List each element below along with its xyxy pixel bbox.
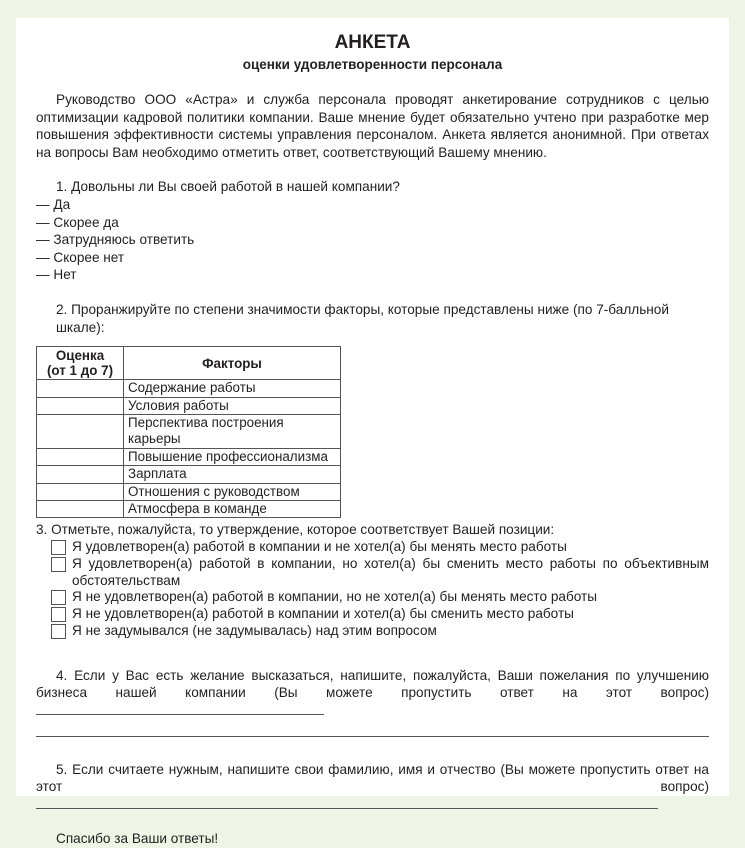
question-3-text: 3. Отметьте, пожалуйста, то утверждение, которое соответствует Вашей позиции:: [36, 522, 555, 538]
factors-table: [36, 346, 341, 518]
document-subtitle: оценки удовлетворенности персонала: [242, 57, 503, 72]
question-1: [36, 178, 709, 284]
q3-option-satisfied-stay: [36, 539, 709, 556]
score-cell[interactable]: [37, 483, 124, 500]
q4-answer-line-2[interactable]: [36, 724, 709, 737]
question-4: [36, 667, 709, 737]
q1-option-undecided[interactable]: — Затрудняюсь ответить: [36, 232, 195, 248]
factor-cell: Атмосфера в команде: [124, 500, 341, 517]
intro-paragraph: Руководство ООО «Астра» и служба персонала проводят анкетирование сотрудников с целью оптимизации кадровой политики компании. Ваше мнение будет обязательно учтено при разработке мер повышения эффективности системы управления персоналом. Анкета является анонимной. При ответах на вопросы Вам необходимо отметить ответ, соответствующий Вашему мнению.: [36, 92, 709, 160]
table-row: [37, 448, 341, 465]
factor-cell: Отношения с руководством: [124, 483, 341, 500]
q1-option-no[interactable]: — Нет: [36, 267, 77, 283]
score-cell[interactable]: [37, 448, 124, 465]
factor-cell: Перспектива построения карьеры: [124, 414, 341, 448]
score-header-line1: Оценка: [55, 348, 105, 364]
score-header-line2: (от 1 до 7): [46, 363, 114, 379]
factor-cell: Повышение профессионализма: [124, 448, 341, 465]
checkbox[interactable]: [51, 607, 66, 622]
checkbox[interactable]: [51, 557, 66, 572]
checkbox-label: Я не удовлетворен(а) работой в компании и хотел(а) бы сменить место работы: [72, 606, 574, 622]
table-row: [37, 483, 341, 500]
q3-option-satisfied-leave: [36, 556, 709, 590]
question-2-text: 2. Проранжируйте по степени значимости факторы, которые представлены ниже (по 7-балльной шкале):: [56, 301, 669, 335]
q4-answer-line[interactable]: [36, 702, 324, 715]
factor-cell: Содержание работы: [124, 380, 341, 397]
table-row: [37, 500, 341, 517]
q1-option-rather-yes[interactable]: — Скорее да: [36, 214, 119, 230]
q3-option-unsatisfied-leave: [36, 606, 709, 623]
document-title: АНКЕТА: [334, 32, 411, 53]
table-row: [37, 380, 341, 397]
question-5-block: [36, 761, 709, 814]
score-cell[interactable]: [37, 466, 124, 483]
checkbox[interactable]: [51, 540, 66, 555]
question-3: [36, 521, 709, 639]
q3-option-not-considered: [36, 623, 709, 640]
checkbox-label: Я удовлетворен(а) работой в компании, но хотел(а) бы сменить место работы по объективным обстоятельствам: [72, 555, 709, 588]
factor-column-header: Факторы: [124, 347, 341, 380]
checkbox[interactable]: [51, 624, 66, 639]
checkbox-label: Я удовлетворен(а) работой в компании и не хотел(а) бы менять место работы: [72, 538, 567, 554]
question-1-options: [36, 196, 709, 284]
score-cell[interactable]: [37, 380, 124, 397]
score-column-header: [37, 347, 124, 380]
checkbox-label: Я не задумывался (не задумывалась) над этим вопросом: [72, 622, 437, 638]
closing-text: Спасибо за Ваши ответы!: [56, 831, 219, 847]
question-4-block: [36, 667, 709, 720]
factor-cell: Условия работы: [124, 397, 341, 414]
table-row: [37, 414, 341, 448]
question-5: [36, 761, 709, 814]
q3-option-unsatisfied-stay: [36, 589, 709, 606]
factor-cell: Зарплата: [124, 466, 341, 483]
question-5-text: 5. Если считаете нужным, напишите свои фамилию, имя и отчество (Вы можете пропустить ответ на этот вопрос): [36, 761, 709, 795]
score-cell[interactable]: [37, 500, 124, 517]
q5-answer-line[interactable]: [36, 796, 658, 809]
question-1-text: 1. Довольны ли Вы своей работой в нашей компании?: [56, 179, 400, 195]
score-cell[interactable]: [37, 414, 124, 448]
table-row: [37, 397, 341, 414]
table-header-row: [37, 347, 341, 380]
table-row: [37, 466, 341, 483]
checkbox-label: Я не удовлетворен(а) работой в компании, но не хотел(а) бы менять место работы: [72, 589, 598, 605]
q1-option-rather-no[interactable]: — Скорее нет: [36, 249, 125, 265]
q1-option-yes[interactable]: — Да: [36, 196, 71, 212]
score-cell[interactable]: [37, 397, 124, 414]
question-4-text: 4. Если у Вас есть желание высказаться, напишите, пожалуйста, Ваши пожелания по улучшению бизнеса нашей компании (Вы можете пропустить ответ на этот вопрос): [36, 667, 709, 701]
checkbox[interactable]: [51, 590, 66, 605]
questionnaire-content: [36, 32, 709, 848]
question-2: [36, 301, 709, 518]
questionnaire-page: [16, 18, 729, 847]
